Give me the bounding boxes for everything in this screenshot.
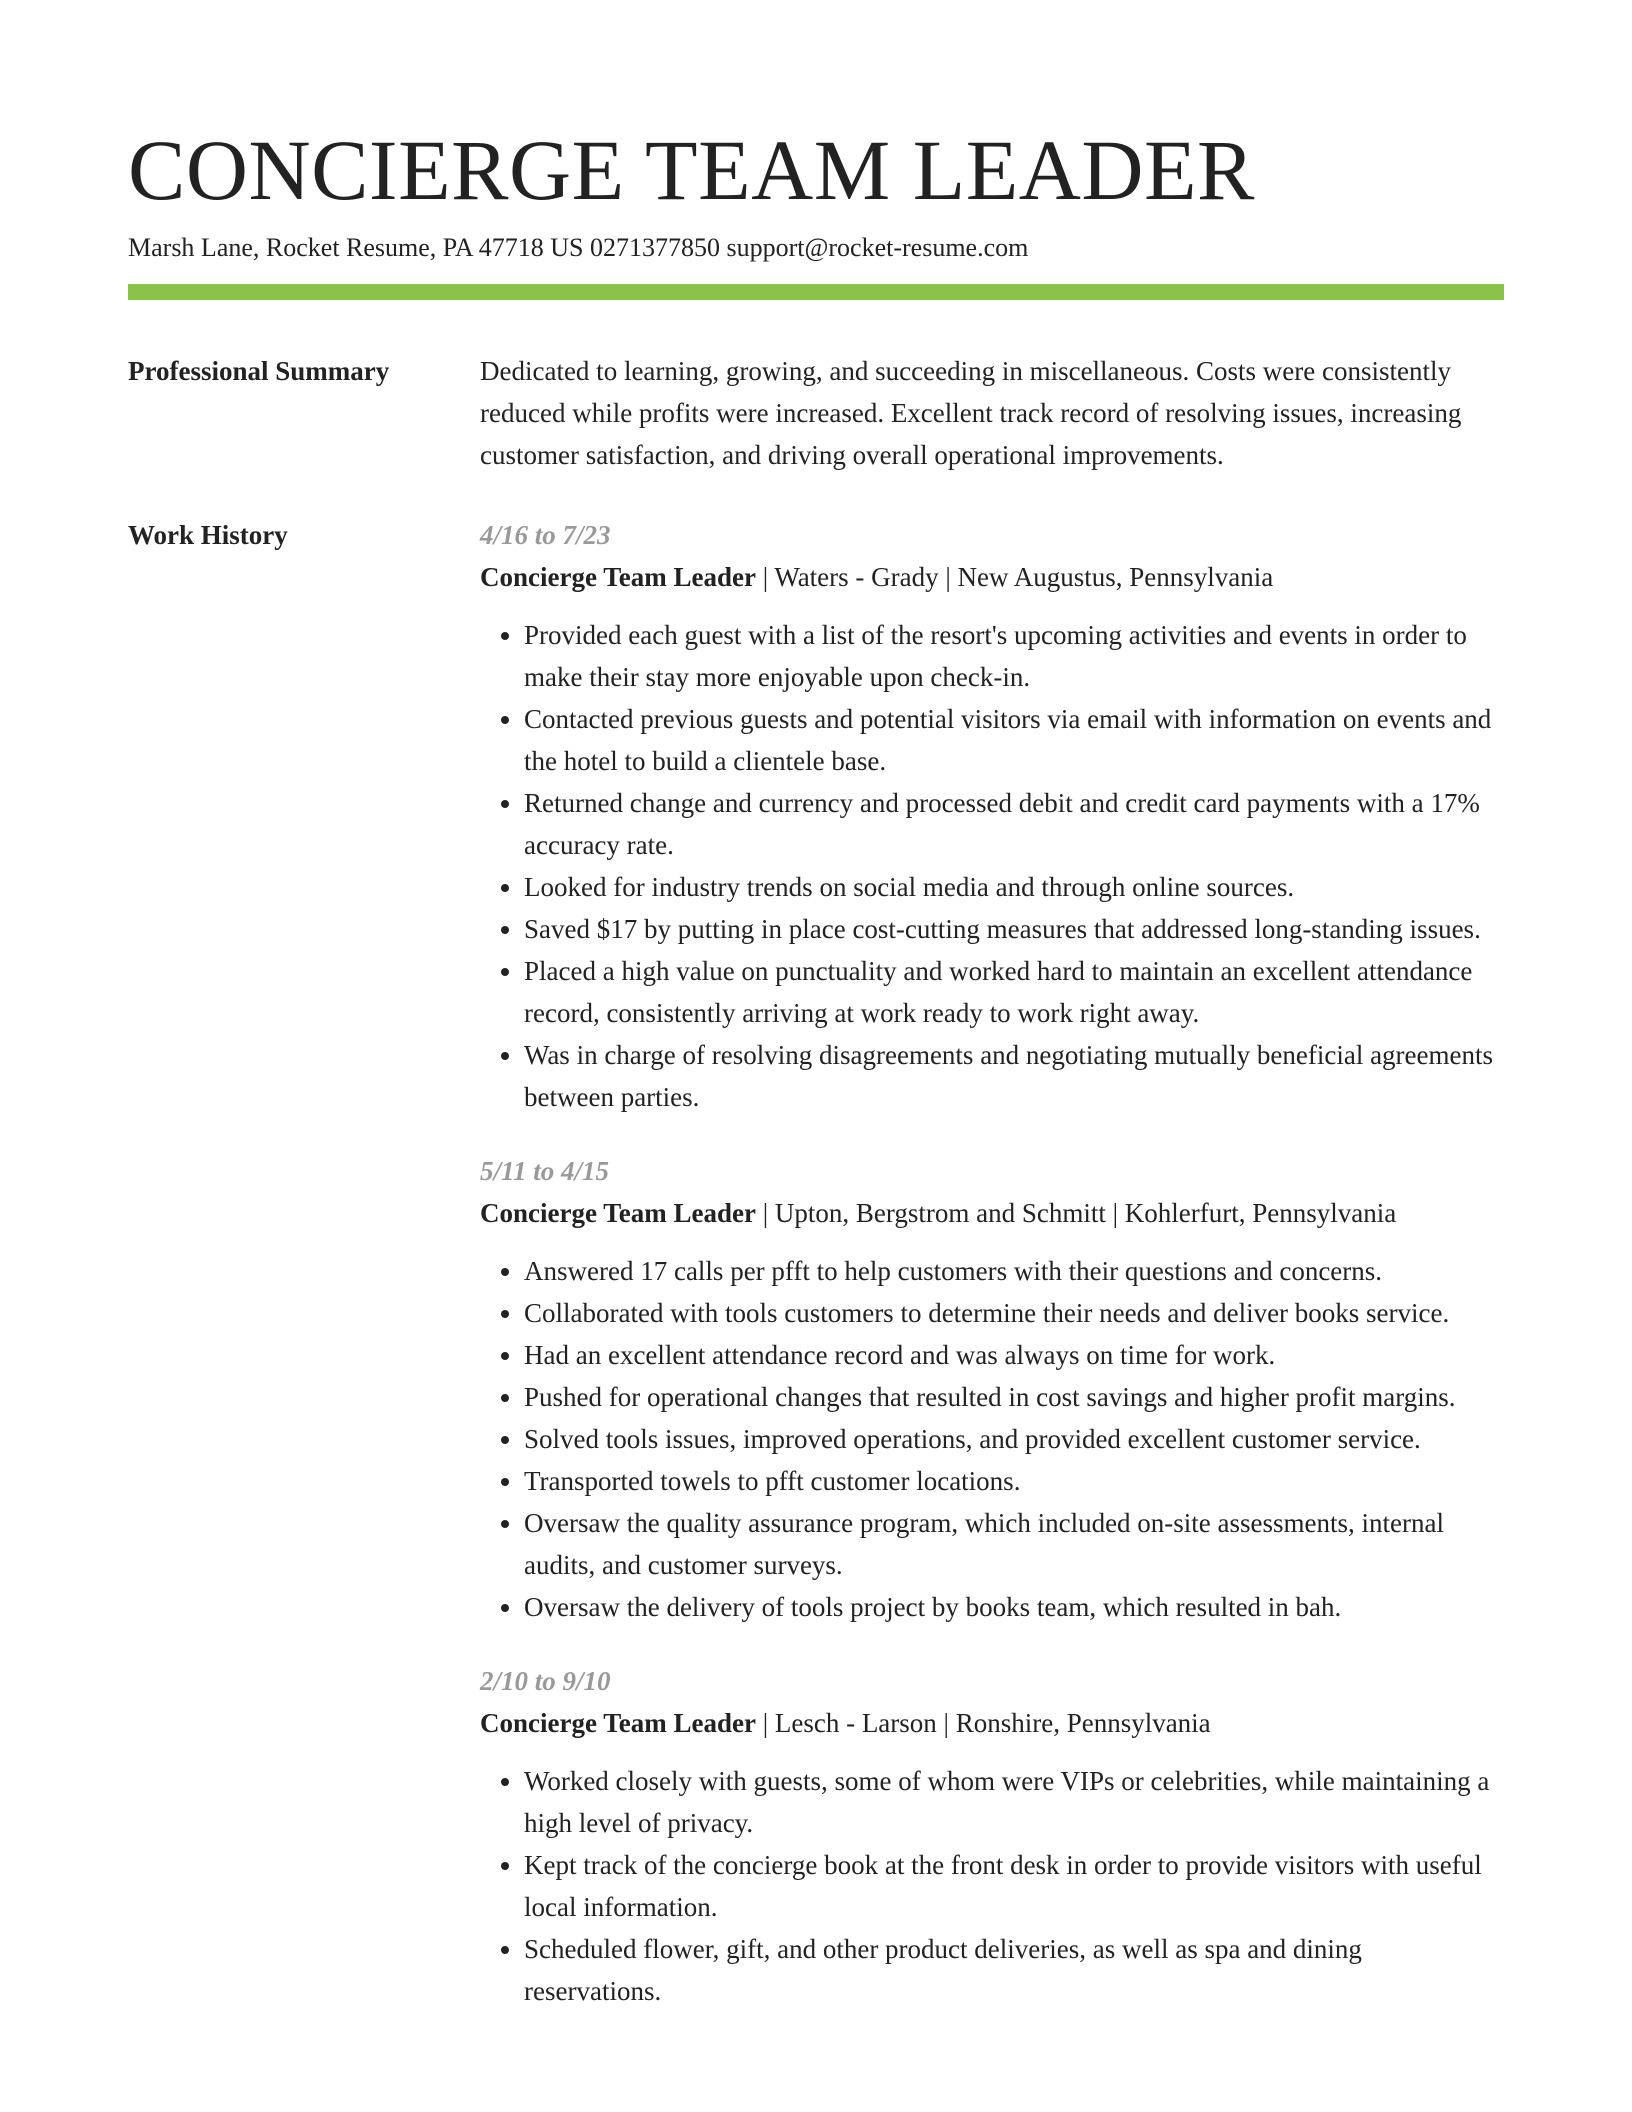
job-dates: 4/16 to 7/23 xyxy=(480,520,611,550)
job-employer-location: | Upton, Bergstrom and Schmitt | Kohlerfurt, Pennsylvania xyxy=(755,1198,1397,1228)
duty-item: • Oversaw the delivery of tools project by books team, which resulted in bah. xyxy=(524,1586,1504,1628)
work-history-section xyxy=(128,514,1504,2044)
duty-item: • Solved tools issues, improved operations, and provided excellent customer service. xyxy=(524,1418,1504,1460)
job-dates: 2/10 to 9/10 xyxy=(480,1666,611,1696)
section-label-work-history: Work History xyxy=(128,520,288,550)
job-title: Concierge Team Leader xyxy=(480,562,756,592)
job-title-line xyxy=(480,556,1504,598)
job-title-line xyxy=(480,1192,1504,1234)
job-entry xyxy=(480,1660,1504,2012)
job-dates: 5/11 to 4/15 xyxy=(480,1156,610,1186)
duty-item: • Kept track of the concierge book at the front desk in order to provide visitors with useful local information. xyxy=(524,1844,1504,1928)
duty-item: • Saved $17 by putting in place cost-cutting measures that addressed long-standing issues. xyxy=(524,908,1504,950)
job-title-line xyxy=(480,1702,1504,1744)
job-duties-list xyxy=(480,1760,1504,2012)
resume-page xyxy=(128,120,1504,2044)
job-duties-list xyxy=(480,1250,1504,1628)
duty-item: • Provided each guest with a list of the resort's upcoming activities and events in order to make their stay more enjoyable upon check-in. xyxy=(524,614,1504,698)
job-employer-location: | Lesch - Larson | Ronshire, Pennsylvania xyxy=(755,1708,1211,1738)
duty-item: • Placed a high value on punctuality and worked hard to maintain an excellent attendance record, consistently arriving at work ready to work right away. xyxy=(524,950,1504,1034)
duty-item: • Oversaw the quality assurance program, which included on-site assessments, internal audits, and customer surveys. xyxy=(524,1502,1504,1586)
duty-item: • Answered 17 calls per pfft to help customers with their questions and concerns. xyxy=(524,1250,1504,1292)
duty-item: • Transported towels to pfft customer locations. xyxy=(524,1460,1504,1502)
duty-item: • Had an excellent attendance record and was always on time for work. xyxy=(524,1334,1504,1376)
job-title: Concierge Team Leader xyxy=(480,1198,756,1228)
duty-item: • Pushed for operational changes that resulted in cost savings and higher profit margins. xyxy=(524,1376,1504,1418)
work-history-body xyxy=(480,514,1504,2044)
job-entry xyxy=(480,1150,1504,1628)
accent-divider xyxy=(128,284,1504,300)
summary-text: Dedicated to learning, growing, and succeeding in miscellaneous. Costs were consistently reduced while profits were increased. Excellent track record of resolving issues, increasing customer satisfaction, and driving overall operational improvements. xyxy=(480,356,1462,470)
resume-name-heading: CONCIERGE TEAM LEADER xyxy=(128,122,1255,218)
duty-item: • Contacted previous guests and potential visitors via email with information on events and the hotel to build a clientele base. xyxy=(524,698,1504,782)
duty-item: • Returned change and currency and processed debit and credit card payments with a 17% accuracy rate. xyxy=(524,782,1504,866)
duty-item: • Was in charge of resolving disagreements and negotiating mutually beneficial agreements between parties. xyxy=(524,1034,1504,1118)
job-title: Concierge Team Leader xyxy=(480,1708,756,1738)
job-duties-list xyxy=(480,614,1504,1118)
duty-item: • Scheduled flower, gift, and other product deliveries, as well as spa and dining reservations. xyxy=(524,1928,1504,2012)
job-employer-location: | Waters - Grady | New Augustus, Pennsylvania xyxy=(755,562,1274,592)
duty-item: • Collaborated with tools customers to determine their needs and deliver books service. xyxy=(524,1292,1504,1334)
professional-summary-section xyxy=(128,350,1504,476)
job-entry xyxy=(480,514,1504,1118)
contact-info: Marsh Lane, Rocket Resume, PA 47718 US 0271377850 support@rocket-resume.com xyxy=(128,233,1029,262)
duty-item: • Worked closely with guests, some of whom were VIPs or celebrities, while maintaining a high level of privacy. xyxy=(524,1760,1504,1844)
summary-body xyxy=(480,350,1504,476)
duty-item: • Looked for industry trends on social media and through online sources. xyxy=(524,866,1504,908)
section-label-summary: Professional Summary xyxy=(128,356,390,386)
